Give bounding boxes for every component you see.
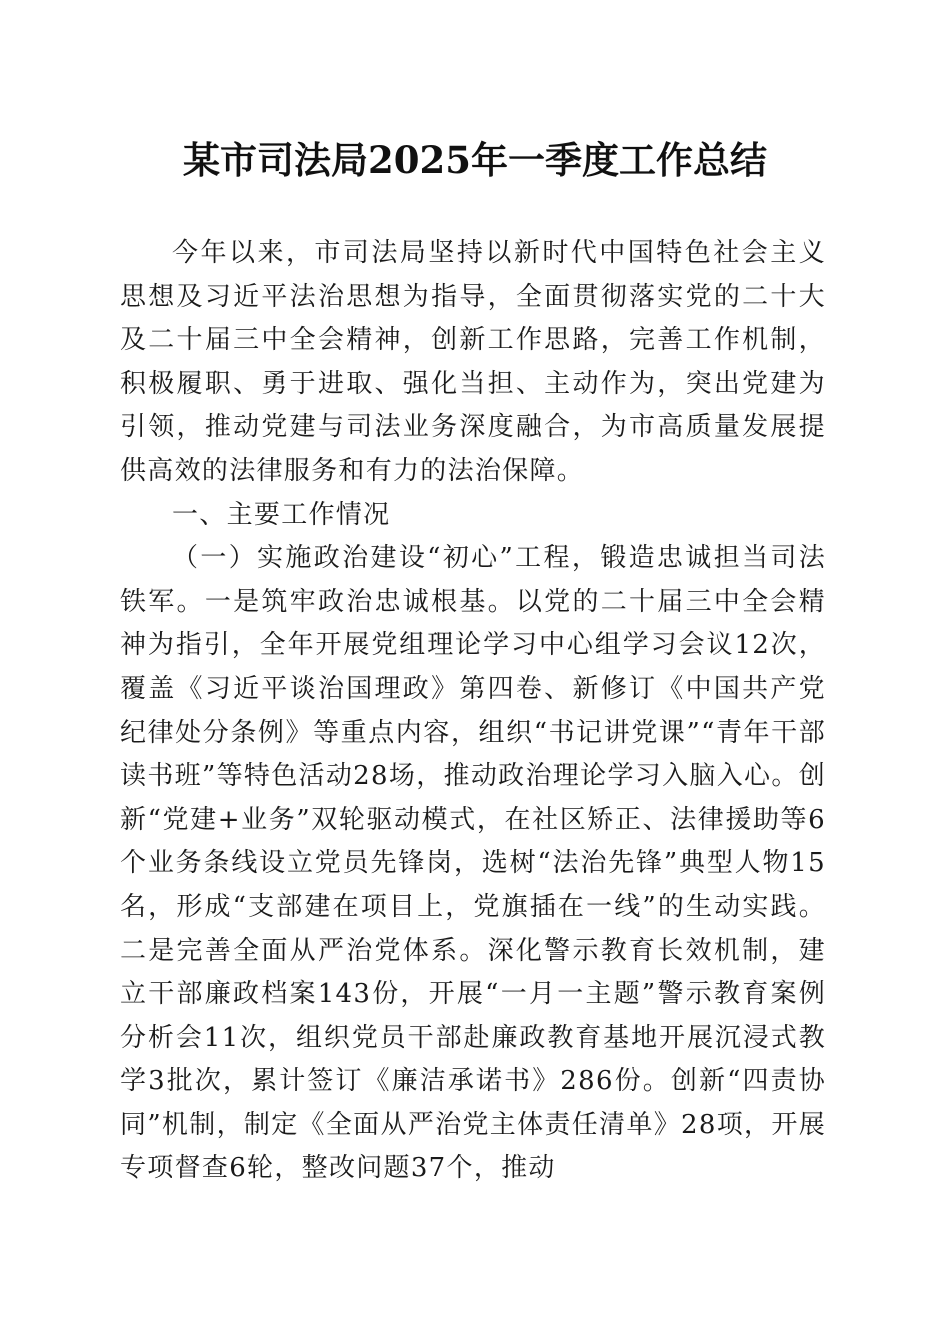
intro-paragraph: 今年以来，市司法局坚持以新时代中国特色社会主义思想及习近平法治思想为指导，全面贯彻落实党的二十大及二十届三中全会精神，创新工作思路，完善工作机制，积极履职、勇于进取、强化当担、主动作为，突出党建为引领，推动党建与司法业务深度融合，为市高质量发展提供高效的法律服务和有力的法治保障。 xyxy=(120,238,826,486)
section-heading: 一、主要工作情况 xyxy=(172,499,391,530)
document-title: 某市司法局2025年一季度工作总结 xyxy=(183,138,767,182)
document-body xyxy=(120,232,826,1191)
subsection-paragraph: （一）实施政治建设“初心”工程，锻造忠诚担当司法铁军。一是筑牢政治忠诚根基。以党的二十届三中全会精神为指引，全年开展党组理论学习中心组学习会议12次，覆盖《习近平谈治国理政》第四卷、新修订《中国共产党纪律处分条例》等重点内容，组织“书记讲党课”“青年干部读书班”等特色活动28场，推动政治理论学习入脑入心。创新“党建+业务”双轮驱动模式，在社区矫正、法律援助等6个业务条线设立党员先锋岗，选树“法治先锋”典型人物15名，形成“支部建在项目上，党旗插在一线”的生动实践。二是完善全面从严治党体系。深化警示教育长效机制，建立干部廉政档案143份，开展“一月一主题”警示教育案例分析会11次，组织党员干部赴廉政教育基地开展沉浸式教学3批次，累计签订《廉洁承诺书》286份。创新“四责协同”机制，制定《全面从严治党主体责任清单》28项，开展专项督查6轮，整改问题37个，推动 xyxy=(120,543,826,1184)
